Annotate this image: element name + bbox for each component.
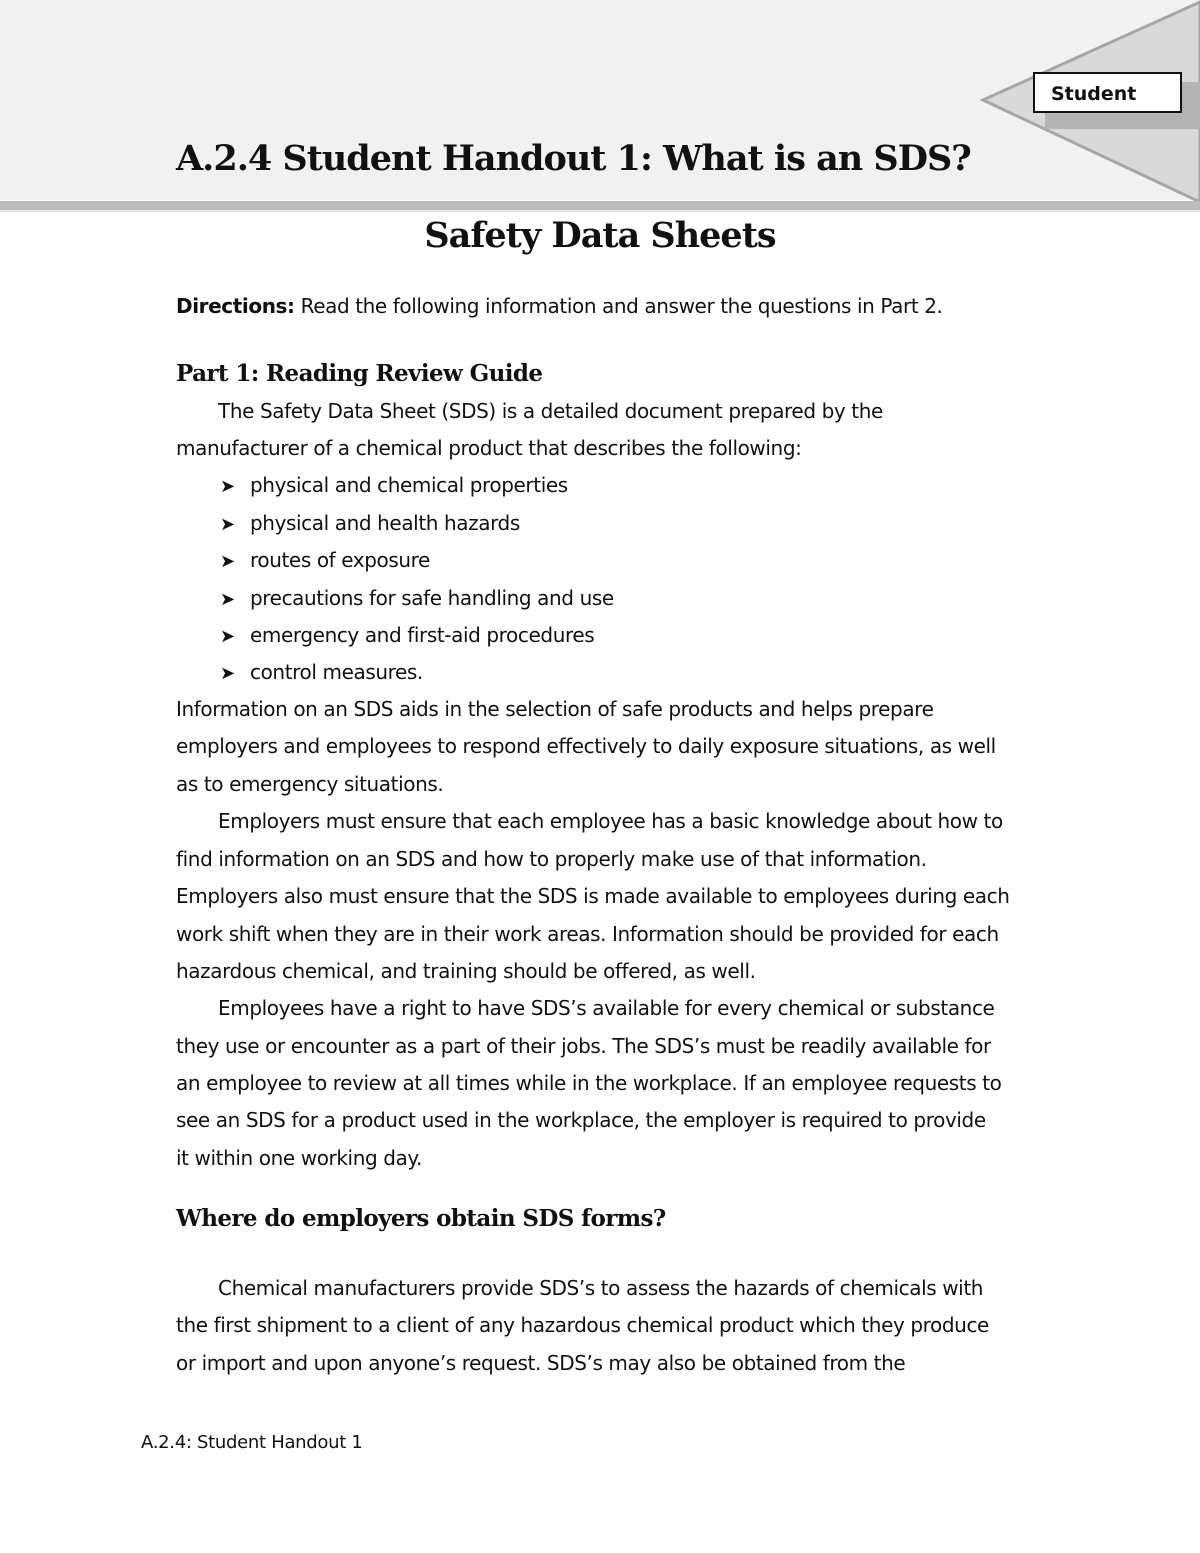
- paragraph-line: the first shipment to a client of any hazardous chemical product which they produce: [176, 1313, 989, 1337]
- bullet-item: [220, 660, 423, 684]
- paragraph-line: Employers also must ensure that the SDS is made available to employees during each: [176, 884, 1010, 908]
- document-title: A.2.4 Student Handout 1: What is an SDS?: [176, 138, 971, 179]
- paragraph-line: see an SDS for a product used in the workplace, the employer is required to provide: [176, 1108, 986, 1132]
- arrow-bullet-icon: ➤: [220, 514, 235, 535]
- bullet-item: [220, 586, 614, 610]
- bullet-item: [220, 511, 520, 535]
- arrow-bullet-icon: ➤: [220, 551, 235, 572]
- page-footer: A.2.4: Student Handout 1: [141, 1432, 363, 1453]
- paragraph-line: an employee to review at all times while in the workplace. If an employee requests to: [176, 1071, 1002, 1095]
- paragraph-line: Chemical manufacturers provide SDS’s to assess the hazards of chemicals with: [218, 1276, 984, 1300]
- arrow-bullet-icon: ➤: [220, 476, 235, 497]
- arrow-bullet-icon: ➤: [220, 589, 235, 610]
- document-subtitle: Safety Data Sheets: [424, 215, 776, 256]
- directions-text: Read the following information and answer the questions in Part 2.: [294, 294, 943, 318]
- part1-heading: Part 1: Reading Review Guide: [176, 360, 543, 387]
- header-divider-highlight: [0, 210, 1200, 212]
- paragraph-line: work shift when they are in their work areas. Information should be provided for each: [176, 922, 999, 946]
- bullet-text: emergency and first-aid procedures: [250, 623, 595, 647]
- bullet-text: physical and health hazards: [250, 511, 520, 535]
- arrow-bullet-icon: ➤: [220, 626, 235, 647]
- paragraph-line: Employers must ensure that each employee has a basic knowledge about how to: [218, 809, 1003, 833]
- part1-intro-line: manufacturer of a chemical product that describes the following:: [176, 436, 802, 460]
- bullet-text: precautions for safe handling and use: [250, 586, 614, 610]
- bullet-text: control measures.: [250, 660, 423, 684]
- bullet-item: [220, 623, 594, 647]
- header-divider-band: [0, 201, 1200, 210]
- paragraph-line: it within one working day.: [176, 1146, 422, 1170]
- paragraph-line: they use or encounter as a part of their jobs. The SDS’s must be readily available for: [176, 1034, 991, 1058]
- part1-intro-line: The Safety Data Sheet (SDS) is a detailed document prepared by the: [218, 399, 883, 423]
- paragraph-line: Employees have a right to have SDS’s available for every chemical or substance: [218, 996, 995, 1020]
- directions-label: Directions:: [176, 294, 295, 318]
- student-tag: Student: [1033, 72, 1182, 113]
- bullet-text: physical and chemical properties: [250, 473, 568, 497]
- bullet-item: [220, 473, 568, 497]
- bullet-text: routes of exposure: [250, 548, 430, 572]
- arrow-bullet-icon: ➤: [220, 663, 235, 684]
- paragraph-line: hazardous chemical, and training should be offered, as well.: [176, 959, 756, 983]
- paragraph-line: Information on an SDS aids in the selection of safe products and helps prepare: [176, 697, 934, 721]
- bullet-item: [220, 548, 430, 572]
- directions: [176, 294, 943, 318]
- paragraph-line: find information on an SDS and how to properly make use of that information.: [176, 847, 927, 871]
- paragraph-line: as to emergency situations.: [176, 772, 444, 796]
- paragraph-line: employers and employees to respond effectively to daily exposure situations, as well: [176, 734, 996, 758]
- header-triangle-decoration: [0, 0, 1200, 215]
- paragraph-line: or import and upon anyone’s request. SDS’s may also be obtained from the: [176, 1351, 906, 1375]
- section2-heading: Where do employers obtain SDS forms?: [176, 1205, 666, 1232]
